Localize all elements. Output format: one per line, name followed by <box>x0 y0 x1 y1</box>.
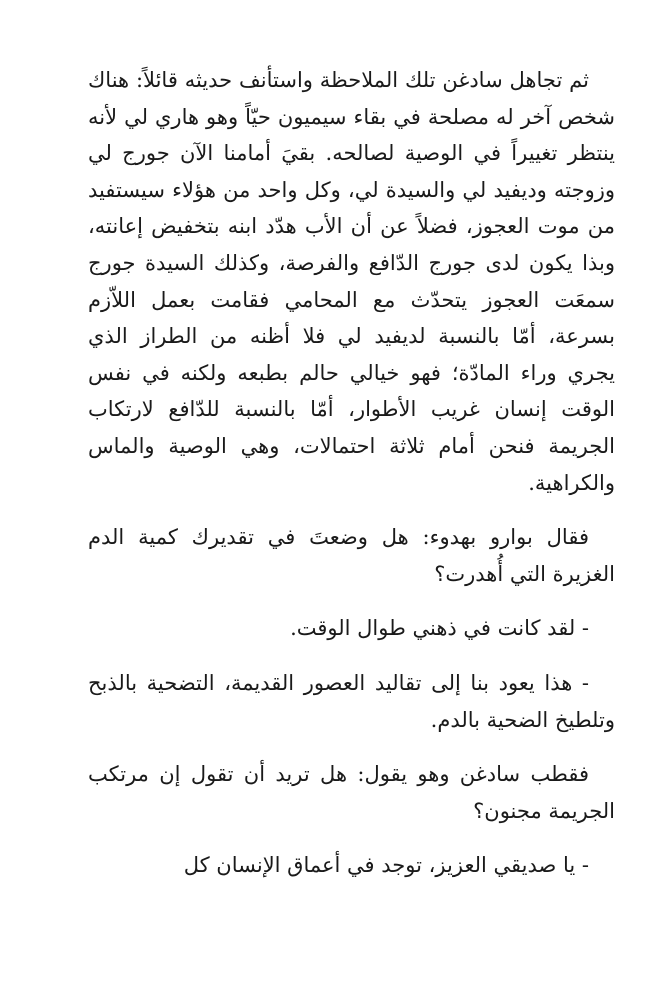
paragraph-ancient-traditions: - هذا يعود بنا إلى تقاليد العصور القديمة، التضحية بالذبح وتلطيخ الضحية بالدم. <box>88 670 615 732</box>
paragraph-sadgan-frown: فقطب سادغن وهو يقول: هل تريد أن تقول إن مرتكب الجريمة مجنون؟ <box>88 762 615 823</box>
book-page <box>88 62 615 902</box>
paragraph-sadgan-analysis: ثم تجاهل سادغن تلك الملاحظة واستأنف حديثه قائلاً: هناك شخص آخر له مصلحة في بقاء سيميون حيّاً وهو هاري لي لأنه ينتظر تغييراً في الوصية لصالحه. بقيَ أمامنا الآن جورج لي وزوجته وديفيد لي والسيدة لي، وكل واحد من هؤلاء سيستفيد من موت العجوز، فضلاً عن أن الأب هدّد ابنه بتخفيض إعانته، وبذا يكون لدى جورج الدّافع والفرصة، وكذلك السيدة جورج سمعَت العجوز يتحدّث مع المحامي فقامت بعمل اللاّزم بسرعة، أمّا بالنسبة لديفيد لي فلا أظنه من الطراز الذي يجري وراء المادّة؛ فهو خيالي حالم بطبعه ولكنه في نفس الوقت إنسان غريب الأطوار، أمّا بالنسبة للدّافع لارتكاب الجريمة فنحن أمام ثلاثة احتمالات، وهي الوصية والماس والكراهية. <box>88 68 615 495</box>
paragraph-dear-friend: - يا صديقي العزيز، توجد في أعماق الإنسان كل <box>183 853 589 878</box>
paragraph-reply-in-mind: - لقد كانت في ذهني طوال الوقت. <box>290 616 589 641</box>
paragraph-poirot-question: فقال بوارو بهدوء: هل وضعتَ في تقديرك كمية الدم الغزيرة التي أُهدرت؟ <box>88 525 615 586</box>
